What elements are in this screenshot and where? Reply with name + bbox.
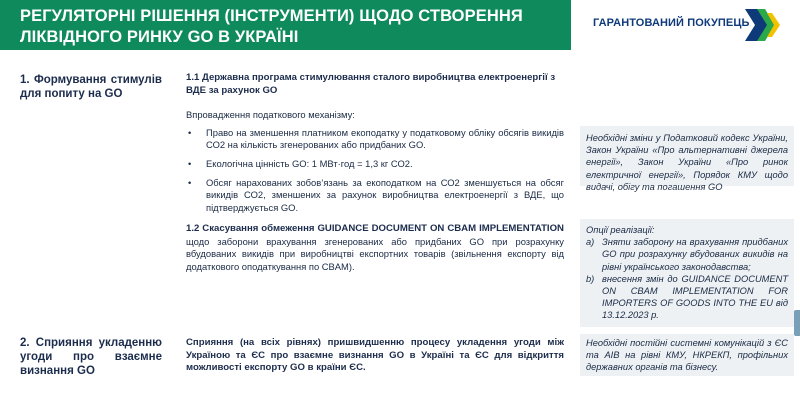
section-2-title xyxy=(20,336,162,378)
options-title: Опції реалізації: xyxy=(586,225,655,235)
item-1-1-bullets xyxy=(186,127,564,215)
page-title-line1: РЕГУЛЯТОРНІ РІШЕННЯ (ІНСТРУМЕНТИ) ЩОДО СТВОРЕННЯ xyxy=(20,7,523,25)
item-1-1-subtitle: Впровадження податкового механізму: xyxy=(186,109,355,121)
option-item xyxy=(586,273,788,322)
section-1-title-line1: 1. Формування стимулів xyxy=(20,74,162,86)
section-2-title-line1: 2. Сприяння укладенню xyxy=(20,337,162,349)
bullet-item: • Екологічна цінність GO: 1 МВт·год = 1,3 кг СО2. xyxy=(186,158,564,171)
logo-panel xyxy=(571,0,800,50)
option-text: внесення змін до GUIDANCE DOCUMENT ON CBAM IMPLEMENTATION FOR IMPORTERS OF GOODS INTO THE EU від 13.12.2023 р. xyxy=(602,273,788,321)
requirements-box-2: Необхідні постійні системні комунікацій з ЄС та AIB на рівні КМУ, НКРЕКП, профільних державних органів та бізнесу. xyxy=(580,334,794,376)
option-label: a) xyxy=(586,237,595,248)
item-1-2-body: щодо заборони врахування згенерованих або придбаних GO при розрахунку вбудованих викидів при виробництві експортних товарів (звільнення експорту від додаткового оподаткування по CBAM). xyxy=(186,235,564,272)
bullet-item: • Обсяг нарахованих зобов’язань за екоподатком на СО2 зменшується на обсяг викидів СО2, зменшених за рахунок виробництва електроенергії з ВДЕ, що підтверджується GO. xyxy=(186,177,564,215)
page-title xyxy=(20,6,523,48)
section-2-title-line3: визнання GO xyxy=(20,365,95,377)
header-bar xyxy=(0,0,800,50)
section-2-title-line2: угоди про взаємне xyxy=(20,351,162,363)
item-1-2-title: 1.2 Скасування обмеження GUIDANCE DOCUMENT ON CBAM IMPLEMENTATION xyxy=(186,223,564,234)
requirements-box-1: Необхідні зміни у Податковий кодекс України, Закон України «Про альтернативні джерела енергії», Закон України «Про ринок електричної енергії», Порядок КМУ щодо видачі, обігу та погашення GO xyxy=(580,126,794,186)
options-box xyxy=(580,219,794,327)
side-tab xyxy=(794,310,800,336)
logo-text: ГАРАНТОВАНИЙ ПОКУПЕЦЬ xyxy=(593,17,750,29)
chevron-stripes-icon xyxy=(741,5,783,45)
section-1-content xyxy=(186,72,564,220)
option-item xyxy=(586,236,788,273)
section-1-title-line2: для попиту на GO xyxy=(20,88,123,100)
section-1-title xyxy=(20,73,162,101)
option-label: b) xyxy=(586,273,595,284)
page-title-line2: ЛІКВІДНОГО РИНКУ GO В УКРАЇНІ xyxy=(20,28,299,46)
bullet-item: • Право на зменшення платником екоподатку у податковому обліку обсягів викидів СО2 на кількість згенерованих або придбаних GO. xyxy=(186,127,564,152)
option-text: Зняти заборону на врахування придбаних GO при розрахунку вбудованих викидів на рівні українського законодавства; xyxy=(602,237,788,272)
item-1-1-title: 1.1 Державна програма стимулювання сталого виробництва електроенергії з ВДЕ за рахунок GO xyxy=(186,72,556,96)
item-1-2-content xyxy=(186,222,564,273)
section-2-content: Сприяння (на всіх рівнях) пришвидшенню процесу укладення угоди між Україною та ЄС про взаємне визнання GO в Україні та ЄС для відкриття можливості експорту GO в країни ЄС. xyxy=(186,337,564,374)
